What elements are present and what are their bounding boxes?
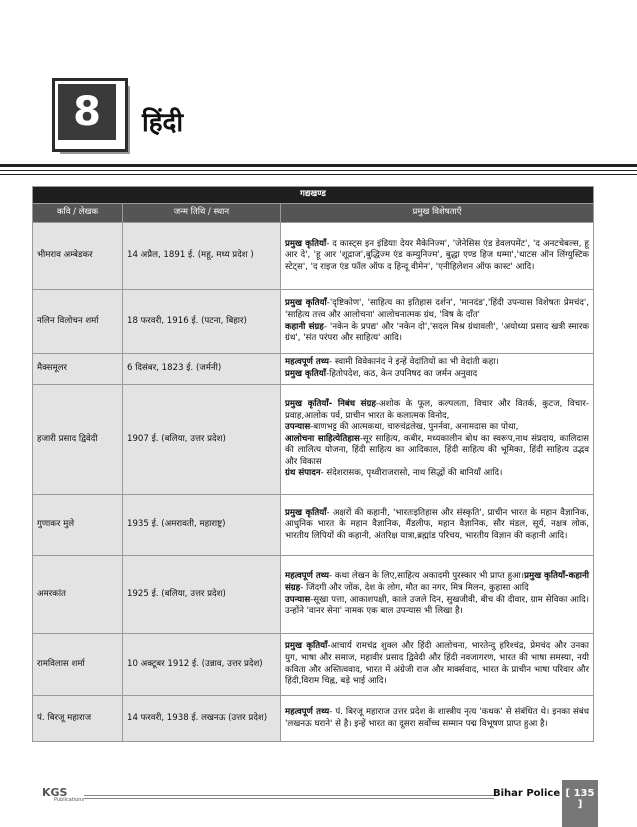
birth-cell: 1907 ई. (बलिया, उत्तर प्रदेश) bbox=[123, 385, 281, 495]
birth-cell: 14 फरवरी, 1938 ई. लखनऊ (उत्तर प्रदेश) bbox=[123, 696, 281, 742]
footer-title: Bihar Police bbox=[493, 788, 561, 799]
features-cell: प्रमुख कृतियाँ- द कास्ट्स इन इंडियाः देयर मैकेनिज्म', 'जेनेसिस एंड डेवलपमेंट', 'द अनटचेबल्स, हू आर दे', 'हू आर 'शूद्राज',बुद्धिज्म एंड कम्युनिज्म', बुद्धा एण्ड हिज धम्मा','थाटस ऑन लिंग्युस्टिक स्टेट्स', 'द राइज एंड फॉल ऑफ द हिन्दू वीमेन', 'एनीहिलेशन ऑफ कास्ट' आदि। bbox=[281, 223, 594, 290]
author-cell: नलिन विलोचन शर्मा bbox=[33, 290, 123, 354]
features-cell: महत्वपूर्ण तथ्य- स्वामी विवेकानंद ने इन्हें वेदांतियों का भी वेदांती कहा। प्रमुख कृतियाँ-हितोपदेश, कठ, केन उपनिषद का जर्मन अनुवाद bbox=[281, 354, 594, 385]
birth-cell: 1935 ई. (अमरावती, महाराष्ट्र) bbox=[123, 495, 281, 556]
features-cell: प्रमुख कृतियाँ- निबंध संग्रह-अशोक के फूल, कल्पलता, विचार और वितर्क, कुटज, विचार-प्रवाह,आलोक पर्व, प्राचीन भारत के कलात्मक विनोद, उपन्यास-बाणभट्ट की आत्मकथा, चारुचंद्रलेख, पुनर्नवा, अनामदास का पोथा, आलोचना साहित्येतिहास-सूर साहित्य, कबीर, मध्यकालीन बोध का स्वरूप,नाथ संप्रदाय, कालिदास की लालित्य योजना, हिंदी साहित्य का आदिकाल, हिंदी साहित्य की भूमिका, हिंदी साहित्य उद्भव और विकास ग्रंथ संपादन- संदेशरासक, पृथ्वीराजरासो, नाथ सिद्धों की बानियाँ आदि। bbox=[281, 385, 594, 495]
table-row bbox=[33, 556, 594, 634]
features-cell: महत्वपूर्ण तथ्य- कथा लेखन के लिए,साहित्य अकादमी पुरस्कार भी प्राप्त हुआ।प्रमुख कृतियाँ-कहानी संग्रह- जिंदगी और जोंक, देश के लोग, मौत का नगर, मित्र मिलन, कुहासा आदि उपन्यास-सूखा पत्ता, आकाशपक्षी, काले उजले दिन, सुखजीवी, बीच की दीवार, ग्राम सेविका आदि। उन्होंने 'वानर सेना' नामक एक बाल उपन्यास भी लिखा है। bbox=[281, 556, 594, 634]
author-cell: गुणाकर मुले bbox=[33, 495, 123, 556]
features-cell: प्रमुख कृतियाँ- अक्षरों की कहानी, 'भारतःइतिहास और संस्कृति', प्राचीन भारत के महान वैज्ञानिक, आधुनिक भारत के महान वैज्ञानिक, मैंडलीफ, महान वैज्ञानिक, सौर मंडल, सूर्य, नक्षत्र लोक, भारतीय लिपियों की कहानी, अंतरिक्ष यात्रा,ब्रह्मांड परिचय, भारतीय विज्ञान की कहानी आदि। bbox=[281, 495, 594, 556]
author-cell: अमरकांत bbox=[33, 556, 123, 634]
chapter-title: हिंदी bbox=[142, 108, 184, 138]
publisher-logo: KGS Publications bbox=[42, 786, 85, 803]
authors-table bbox=[32, 186, 594, 742]
birth-cell: 14 अप्रैल, 1891 ई. (महू, मध्य प्रदेश ) bbox=[123, 223, 281, 290]
table-row bbox=[33, 223, 594, 290]
footer-divider bbox=[84, 795, 494, 796]
table-row bbox=[33, 290, 594, 354]
table-row bbox=[33, 385, 594, 495]
author-cell: पं. बिरजू महाराज bbox=[33, 696, 123, 742]
features-cell: प्रमुख कृतियाँ-'दृष्टिकोण', 'साहित्य का इतिहास दर्शन', 'मानदंड','हिंदी उपन्यास विशेषतः प्रेमचंद', 'साहित्य तत्त्व और आलोचना' आलोचनात्मक ग्रंथ, 'विष के दाँत' कहानी संग्रह- 'नकेन के प्रपद्य' और 'नकेन दो','सदल मिश्र ग्रंथावली', 'अयोध्या प्रसाद खत्री स्मारक ग्रंथ', 'संत परंपरा और साहित्य' आदि। bbox=[281, 290, 594, 354]
header-author: कवि / लेखक bbox=[33, 204, 123, 223]
page-number: [ 135 ] bbox=[562, 780, 598, 827]
divider bbox=[0, 174, 637, 175]
features-cell: प्रमुख कृतियाँ-आचार्य रामचंद्र शुक्ल और हिंदी आलोचना, भारतेन्दु हरिश्चंद्र, प्रेमचंद और उनका युग, भाषा और समाज, महावीर प्रसाद द्विवेदी और हिंदी नवजागरण, भारत की भाषा समस्या, नयी कविता और अस्तित्ववाद, भारत में अंग्रेजी राज और मार्क्सवाद, भारत के प्राचीन भाषा परिवार और हिंदी,विराम चिह्न, बड़े भाई आदि। bbox=[281, 634, 594, 696]
author-cell: भीमराव अम्बेडकर bbox=[33, 223, 123, 290]
chapter-number: 8 bbox=[58, 84, 116, 140]
table-row bbox=[33, 696, 594, 742]
birth-cell: 1925 ई. (बलिया, उत्तर प्रदेश) bbox=[123, 556, 281, 634]
author-cell: मैक्समूलर bbox=[33, 354, 123, 385]
table-row bbox=[33, 634, 594, 696]
header-features: प्रमुख विशेषताएँ bbox=[281, 204, 594, 223]
author-cell: रामविलास शर्मा bbox=[33, 634, 123, 696]
table-row bbox=[33, 495, 594, 556]
divider bbox=[0, 164, 637, 167]
birth-cell: 10 अक्टूबर 1912 ई. (उन्नाव, उत्तर प्रदेश) bbox=[123, 634, 281, 696]
author-cell: हजारी प्रसाद द्विवेदी bbox=[33, 385, 123, 495]
divider bbox=[0, 170, 637, 171]
table-row bbox=[33, 354, 594, 385]
birth-cell: 18 फरवरी, 1916 ई. (पटना, बिहार) bbox=[123, 290, 281, 354]
birth-cell: 6 दिसंबर, 1823 ई. (जर्मनी) bbox=[123, 354, 281, 385]
footer-divider bbox=[84, 798, 494, 799]
section-title: गद्यखण्ड bbox=[33, 187, 594, 204]
features-cell: महत्वपूर्ण तथ्य- पं. बिरजू महाराज उत्तर प्रदेश के शास्त्रीय नृत्य 'कथक' से संबंधित थे। इनका संबंध 'लखनऊ घराने' से है। इन्हें भारत का दूसरा सर्वोच्च सम्मान पद्म विभूषण प्राप्त हुआ है। bbox=[281, 696, 594, 742]
header-birth: जन्म तिथि / स्थान bbox=[123, 204, 281, 223]
